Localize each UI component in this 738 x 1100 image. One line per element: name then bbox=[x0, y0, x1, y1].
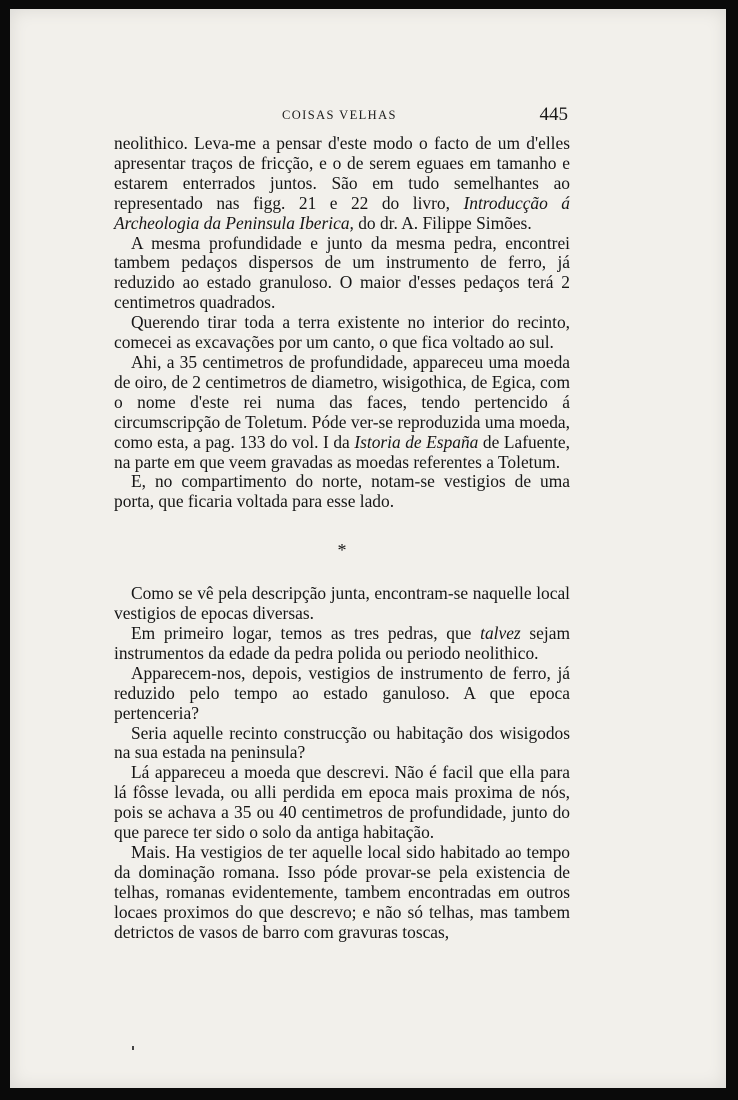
paragraph: Mais. Ha vestigios de ter aquelle local sido habitado ao tempo da dominação romana. Isso póde provar-se pela existencia de telhas, romanas evidentemente, tambem encontradas em outros locaes proximos do que descrevo; e não só telhas, mas tambem detrictos de vasos de barro com gravuras toscas, bbox=[114, 842, 570, 942]
paragraph: Seria aquelle recinto construcção ou habitação dos wisigodos na sua estada na peninsula? bbox=[114, 722, 570, 763]
paragraph: A mesma profundidade e junto da mesma pedra, encontrei tambem pedaços dispersos de um instrumento de ferro, já reduzido ao estado granuloso. O maior d'esses pedaços terá 2 centimetros quadrados. bbox=[114, 232, 570, 313]
paragraph: Como se vê pela descripção junta, encontram-se naquelle local vestigios de epocas diversas. bbox=[114, 583, 570, 624]
paragraph: Em primeiro logar, temos as tres pedras, que talvez sejam instrumentos da edade da pedra polida ou periodo neolithico. bbox=[114, 623, 570, 663]
page-number: 445 bbox=[539, 104, 568, 125]
section-separator: * bbox=[337, 540, 347, 561]
paragraph: Apparecem-nos, depois, vestigios de instrumento de ferro, já reduzido pelo tempo ao estado ganuloso. A que epoca pertenceria? bbox=[114, 662, 570, 723]
paragraph: Ahi, a 35 centimetros de profundidade, appareceu uma moeda de oiro, de 2 centimetros de diametro, wisigothica, de Egica, com o nome d'este rei numa das faces, tendo pertencido á circumscripção de Toletum. Póde ver-se reproduzida uma moeda, como esta, a pag. 133 do vol. I da Istoria de España de Lafuente, na parte em que veem gravadas as moedas referentes a Toletum. bbox=[114, 351, 570, 472]
paragraph: E, no compartimento do norte, notam-se vestigios de uma porta, que ficaria voltada para esse lado. bbox=[114, 471, 570, 512]
paragraph: neolithico. Leva-me a pensar d'este modo o facto de um d'elles apresentar traços de fricção, e o de serem eguaes em tamanho e estarem enterrados juntos. São em tudo semelhantes ao representado nas figg. 21 e 22 do livro, Introducção á Archeologia da Peninsula Iberica, do dr. A. Filippe Simões. bbox=[114, 133, 570, 233]
running-title: COISAS VELHAS bbox=[282, 108, 397, 122]
paragraph: Querendo tirar toda a terra existente no interior do recinto, comecei as excavações por um canto, o que fica voltado ao sul. bbox=[114, 312, 570, 353]
print-mark bbox=[132, 1046, 134, 1050]
paragraph: Lá appareceu a moeda que descrevi. Não é facil que ella para lá fôsse levada, ou alli perdida em epoca mais proxima de nós, pois se achava a 35 ou 40 centimetros de profundidade, junto do que parece ter sido o solo da antiga habitação. bbox=[114, 762, 570, 843]
body-text bbox=[114, 134, 570, 943]
running-header bbox=[10, 104, 726, 128]
